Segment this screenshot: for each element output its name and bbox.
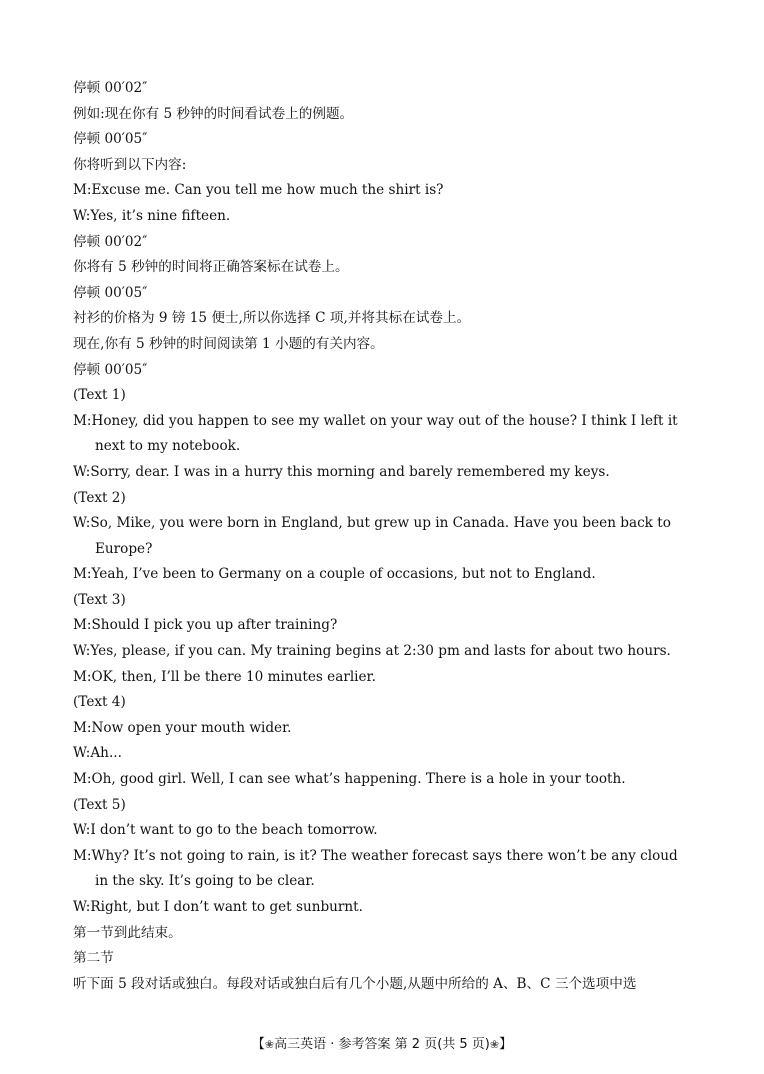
dialogue-line: W:Yes, it’s nine fifteen. bbox=[73, 207, 231, 224]
text-heading: (Text 5) bbox=[73, 796, 126, 813]
instruction-line: 你将有 5 秒钟的时间将正确答案标在试卷上。 bbox=[73, 259, 349, 276]
section-heading: 第二节 bbox=[73, 950, 114, 967]
dialogue-line: M:OK, then, I’ll be there 10 minutes earlier. bbox=[73, 668, 376, 685]
text-heading: (Text 3) bbox=[73, 591, 126, 608]
text-heading: (Text 4) bbox=[73, 694, 126, 711]
instruction-line: 例如:现在你有 5 秒钟的时间看试卷上的例题。 bbox=[73, 105, 354, 122]
text-heading: (Text 1) bbox=[73, 387, 126, 404]
pause-line: 停顿 00′05″ bbox=[73, 131, 148, 148]
flower-icon: ❀ bbox=[489, 1038, 500, 1051]
pause-line: 停顿 00′05″ bbox=[73, 284, 148, 301]
pause-line: 停顿 00′02″ bbox=[73, 80, 148, 96]
pause-line: 停顿 00′02″ bbox=[73, 233, 148, 250]
instruction-line: 听下面 5 段对话或独白。每段对话或独白后有几个小题,从题中所给的 A、B、C 三个选项中选 bbox=[73, 975, 637, 992]
dialogue-line: W:Sorry, dear. I was in a hurry this morning and barely remembered my keys. bbox=[73, 463, 610, 480]
dialogue-line: M:Now open your mouth wider. bbox=[73, 719, 292, 736]
dialogue-line: M:Excuse me. Can you tell me how much the shirt is? bbox=[73, 182, 444, 199]
dialogue-line: M:Oh, good girl. Well, I can see what’s happening. There is a hole in your tooth. bbox=[73, 771, 626, 788]
dialogue-line: M:Honey, did you happen to see my wallet on your way out of the house? I think I left it next to my notebook. bbox=[73, 412, 678, 455]
document-body bbox=[73, 76, 695, 997]
instruction-line: 你将听到以下内容: bbox=[73, 156, 187, 173]
footer-left-bracket: 【 bbox=[251, 1037, 265, 1052]
text-heading: (Text 2) bbox=[73, 489, 126, 506]
instruction-line: 现在,你有 5 秒钟的时间阅读第 1 小题的有关内容。 bbox=[73, 335, 384, 352]
dialogue-line: W:Yes, please, if you can. My training begins at 2:30 pm and lasts for about two hours. bbox=[73, 643, 671, 660]
dialogue-line: W:Right, but I don’t want to get sunburnt. bbox=[73, 899, 363, 915]
instruction-line: 衬衫的价格为 9 镑 15 便士,所以你选择 C 项,并将其标在试卷上。 bbox=[73, 310, 471, 327]
section-end-line: 第一节到此结束。 bbox=[73, 924, 182, 941]
flower-icon: ❀ bbox=[264, 1038, 275, 1051]
pause-line: 停顿 00′05″ bbox=[73, 361, 148, 378]
dialogue-line: M:Yeah, I’ve been to Germany on a couple of occasions, but not to England. bbox=[73, 566, 596, 583]
dialogue-line: W:Ah... bbox=[73, 745, 122, 762]
page-footer bbox=[0, 1036, 764, 1054]
dialogue-line: M:Why? It’s not going to rain, is it? The weather forecast says there won’t be any cloud in the sky. It’s going to be clear. bbox=[73, 847, 678, 890]
dialogue-line: W:So, Mike, you were born in England, but grew up in Canada. Have you been back to Europe? bbox=[73, 515, 671, 557]
footer-right-bracket: 】 bbox=[499, 1037, 513, 1052]
dialogue-line: W:I don’t want to go to the beach tomorrow. bbox=[73, 822, 378, 839]
footer-text: 高三英语 · 参考答案 第 2 页(共 5 页) bbox=[274, 1037, 490, 1052]
dialogue-line: M:Should I pick you up after training? bbox=[73, 617, 338, 634]
